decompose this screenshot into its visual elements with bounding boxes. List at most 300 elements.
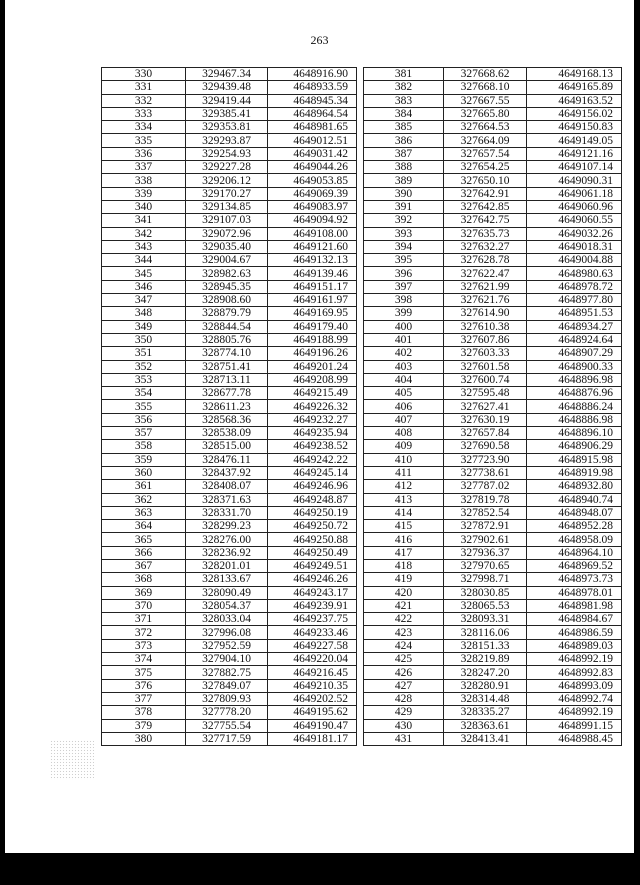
y-coordinate-cell: 4648981.65 [268,121,357,134]
x-coordinate-cell: 329072.96 [186,227,268,240]
y-coordinate-cell: 4649044.26 [268,161,357,174]
point-number-cell: 412 [364,480,444,493]
y-coordinate-cell: 4648886.24 [527,400,622,413]
point-number-cell: 383 [364,94,444,107]
y-coordinate-cell: 4649250.49 [268,546,357,559]
table-row [102,427,357,440]
x-coordinate-cell: 327723.90 [444,453,527,466]
x-coordinate-cell: 327642.91 [444,187,527,200]
point-number-cell: 389 [364,174,444,187]
table-row [364,161,622,174]
table-row [364,666,622,679]
x-coordinate-cell: 327667.55 [444,94,527,107]
table-row [102,480,357,493]
point-number-cell: 415 [364,520,444,533]
table-row [102,679,357,692]
table-row [364,493,622,506]
table-row [364,732,622,745]
y-coordinate-cell: 4648933.59 [268,81,357,94]
point-number-cell: 419 [364,573,444,586]
table-row [364,387,622,400]
point-number-cell: 356 [102,413,186,426]
x-coordinate-cell: 328030.85 [444,586,527,599]
x-coordinate-cell: 327621.99 [444,280,527,293]
table-row [102,533,357,546]
table-row [364,134,622,147]
y-coordinate-cell: 4648981.98 [527,599,622,612]
y-coordinate-cell: 4648978.01 [527,586,622,599]
table-row [364,267,622,280]
table-row [102,161,357,174]
x-coordinate-cell: 327778.20 [186,706,268,719]
table-row [364,679,622,692]
x-coordinate-cell: 328611.23 [186,400,268,413]
x-coordinate-cell: 328219.89 [444,653,527,666]
coordinate-table-right [363,67,622,746]
table-row [102,320,357,333]
point-number-cell: 370 [102,599,186,612]
point-number-cell: 424 [364,639,444,652]
point-number-cell: 363 [102,506,186,519]
table-row [364,147,622,160]
point-number-cell: 353 [102,373,186,386]
table-row [364,573,622,586]
y-coordinate-cell: 4649246.96 [268,480,357,493]
y-coordinate-cell: 4649156.02 [527,107,622,120]
table-row [102,200,357,213]
point-number-cell: 418 [364,559,444,572]
table-row [102,267,357,280]
y-coordinate-cell: 4649061.18 [527,187,622,200]
point-number-cell: 367 [102,559,186,572]
point-number-cell: 390 [364,187,444,200]
y-coordinate-cell: 4649233.46 [268,626,357,639]
point-number-cell: 334 [102,121,186,134]
y-coordinate-cell: 4649210.35 [268,679,357,692]
point-number-cell: 373 [102,639,186,652]
y-coordinate-cell: 4649083.97 [268,200,357,213]
y-coordinate-cell: 4649163.52 [527,94,622,107]
point-number-cell: 396 [364,267,444,280]
x-coordinate-cell: 329170.27 [186,187,268,200]
table-row [102,493,357,506]
table-row [364,400,622,413]
point-number-cell: 372 [102,626,186,639]
y-coordinate-cell: 4648951.53 [527,307,622,320]
y-coordinate-cell: 4649243.17 [268,586,357,599]
x-coordinate-cell: 327621.76 [444,294,527,307]
x-coordinate-cell: 328331.70 [186,506,268,519]
point-number-cell: 409 [364,440,444,453]
y-coordinate-cell: 4648992.19 [527,706,622,719]
table-row [364,200,622,213]
y-coordinate-cell: 4649060.96 [527,200,622,213]
table-row [102,373,357,386]
x-coordinate-cell: 327904.10 [186,653,268,666]
table-row [102,360,357,373]
x-coordinate-cell: 329293.87 [186,134,268,147]
x-coordinate-cell: 327635.73 [444,227,527,240]
table-row [364,520,622,533]
x-coordinate-cell: 328236.92 [186,546,268,559]
y-coordinate-cell: 4649004.88 [527,254,622,267]
x-coordinate-cell: 329035.40 [186,240,268,253]
table-row [102,347,357,360]
y-coordinate-cell: 4648896.10 [527,427,622,440]
x-coordinate-cell: 329134.85 [186,200,268,213]
x-coordinate-cell: 327607.86 [444,333,527,346]
point-number-cell: 357 [102,427,186,440]
point-number-cell: 422 [364,613,444,626]
table-row [102,599,357,612]
y-coordinate-cell: 4648988.45 [527,732,622,745]
point-number-cell: 395 [364,254,444,267]
table-row [364,187,622,200]
point-number-cell: 393 [364,227,444,240]
y-coordinate-cell: 4648945.34 [268,94,357,107]
point-number-cell: 376 [102,679,186,692]
x-coordinate-cell: 328982.63 [186,267,268,280]
table-row [364,599,622,612]
y-coordinate-cell: 4649250.72 [268,520,357,533]
x-coordinate-cell: 327650.10 [444,174,527,187]
point-number-cell: 411 [364,466,444,479]
table-row [364,427,622,440]
y-coordinate-cell: 4648915.98 [527,453,622,466]
point-number-cell: 360 [102,466,186,479]
point-number-cell: 380 [102,732,186,745]
table-row [364,373,622,386]
point-number-cell: 378 [102,706,186,719]
x-coordinate-cell: 329439.48 [186,81,268,94]
x-coordinate-cell: 327998.71 [444,573,527,586]
point-number-cell: 391 [364,200,444,213]
table-row [364,706,622,719]
x-coordinate-cell: 329353.81 [186,121,268,134]
scan-artifact [50,740,94,780]
point-number-cell: 431 [364,732,444,745]
point-number-cell: 406 [364,400,444,413]
y-coordinate-cell: 4648886.98 [527,413,622,426]
y-coordinate-cell: 4649215.49 [268,387,357,400]
table-row [102,706,357,719]
point-number-cell: 398 [364,294,444,307]
table-row [102,134,357,147]
point-number-cell: 421 [364,599,444,612]
table-row [364,121,622,134]
x-coordinate-cell: 327657.54 [444,147,527,160]
y-coordinate-cell: 4648896.98 [527,373,622,386]
x-coordinate-cell: 327970.65 [444,559,527,572]
table-row [102,520,357,533]
table-row [364,294,622,307]
point-number-cell: 402 [364,347,444,360]
table-row [364,107,622,120]
point-number-cell: 342 [102,227,186,240]
y-coordinate-cell: 4649196.26 [268,347,357,360]
table-row [102,719,357,732]
y-coordinate-cell: 4649202.52 [268,692,357,705]
point-number-cell: 384 [364,107,444,120]
x-coordinate-cell: 327755.54 [186,719,268,732]
point-number-cell: 371 [102,613,186,626]
x-coordinate-cell: 327654.25 [444,161,527,174]
point-number-cell: 388 [364,161,444,174]
y-coordinate-cell: 4649060.55 [527,214,622,227]
table-row [364,347,622,360]
x-coordinate-cell: 328299.23 [186,520,268,533]
y-coordinate-cell: 4649250.19 [268,506,357,519]
y-coordinate-cell: 4648916.90 [268,68,357,81]
page-number: 263 [310,33,329,47]
y-coordinate-cell: 4648964.54 [268,107,357,120]
table-row [102,546,357,559]
x-coordinate-cell: 328805.76 [186,333,268,346]
point-number-cell: 430 [364,719,444,732]
y-coordinate-cell: 4648940.74 [527,493,622,506]
point-number-cell: 333 [102,107,186,120]
y-coordinate-cell: 4648986.59 [527,626,622,639]
point-number-cell: 350 [102,333,186,346]
point-number-cell: 420 [364,586,444,599]
point-number-cell: 417 [364,546,444,559]
point-number-cell: 354 [102,387,186,400]
x-coordinate-cell: 327628.78 [444,254,527,267]
point-number-cell: 347 [102,294,186,307]
table-row [364,453,622,466]
x-coordinate-cell: 327936.37 [444,546,527,559]
y-coordinate-cell: 4649232.27 [268,413,357,426]
table-row [102,174,357,187]
y-coordinate-cell: 4649032.26 [527,227,622,240]
y-coordinate-cell: 4648934.27 [527,320,622,333]
table-row [364,94,622,107]
x-coordinate-cell: 328151.33 [444,639,527,652]
table-row [364,533,622,546]
x-coordinate-cell: 328335.27 [444,706,527,719]
y-coordinate-cell: 4649246.26 [268,573,357,586]
point-number-cell: 385 [364,121,444,134]
point-number-cell: 381 [364,68,444,81]
point-number-cell: 399 [364,307,444,320]
point-number-cell: 343 [102,240,186,253]
x-coordinate-cell: 328054.37 [186,599,268,612]
table-row [364,440,622,453]
point-number-cell: 361 [102,480,186,493]
x-coordinate-cell: 327664.09 [444,134,527,147]
y-coordinate-cell: 4648969.52 [527,559,622,572]
point-number-cell: 387 [364,147,444,160]
x-coordinate-cell: 329254.93 [186,147,268,160]
point-number-cell: 358 [102,440,186,453]
table-row [102,387,357,400]
x-coordinate-cell: 328774.10 [186,347,268,360]
point-number-cell: 365 [102,533,186,546]
table-row [364,254,622,267]
y-coordinate-cell: 4648980.63 [527,267,622,280]
y-coordinate-cell: 4648876.96 [527,387,622,400]
y-coordinate-cell: 4649150.83 [527,121,622,134]
table-row [364,586,622,599]
x-coordinate-cell: 328363.61 [444,719,527,732]
point-number-cell: 335 [102,134,186,147]
point-number-cell: 403 [364,360,444,373]
x-coordinate-cell: 327601.58 [444,360,527,373]
table-row [364,174,622,187]
point-number-cell: 351 [102,347,186,360]
point-number-cell: 423 [364,626,444,639]
x-coordinate-cell: 327996.08 [186,626,268,639]
y-coordinate-cell: 4649018.31 [527,240,622,253]
point-number-cell: 379 [102,719,186,732]
y-coordinate-cell: 4648919.98 [527,466,622,479]
x-coordinate-cell: 327849.07 [186,679,268,692]
x-coordinate-cell: 327627.41 [444,400,527,413]
y-coordinate-cell: 4648978.72 [527,280,622,293]
x-coordinate-cell: 327872.91 [444,520,527,533]
x-coordinate-cell: 328093.31 [444,613,527,626]
y-coordinate-cell: 4648958.09 [527,533,622,546]
point-number-cell: 355 [102,400,186,413]
table-row [102,466,357,479]
point-number-cell: 404 [364,373,444,386]
table-row [102,68,357,81]
y-coordinate-cell: 4649179.40 [268,320,357,333]
point-number-cell: 346 [102,280,186,293]
x-coordinate-cell: 328713.11 [186,373,268,386]
y-coordinate-cell: 4648906.29 [527,440,622,453]
table-row [102,506,357,519]
y-coordinate-cell: 4649201.24 [268,360,357,373]
y-coordinate-cell: 4649235.94 [268,427,357,440]
table-row [102,294,357,307]
x-coordinate-cell: 329385.41 [186,107,268,120]
table-row [102,692,357,705]
table-row [364,639,622,652]
point-number-cell: 405 [364,387,444,400]
y-coordinate-cell: 4649216.45 [268,666,357,679]
point-number-cell: 337 [102,161,186,174]
point-number-cell: 416 [364,533,444,546]
table-row [364,626,622,639]
table-row [364,413,622,426]
x-coordinate-cell: 327952.59 [186,639,268,652]
table-row [102,573,357,586]
x-coordinate-cell: 328879.79 [186,307,268,320]
table-row [102,254,357,267]
x-coordinate-cell: 327852.54 [444,506,527,519]
y-coordinate-cell: 4648907.29 [527,347,622,360]
x-coordinate-cell: 327819.78 [444,493,527,506]
table-row [102,94,357,107]
point-number-cell: 410 [364,453,444,466]
x-coordinate-cell: 327610.38 [444,320,527,333]
x-coordinate-cell: 327665.80 [444,107,527,120]
y-coordinate-cell: 4648952.28 [527,520,622,533]
table-row [102,240,357,253]
x-coordinate-cell: 327642.75 [444,214,527,227]
y-coordinate-cell: 4649248.87 [268,493,357,506]
y-coordinate-cell: 4648992.83 [527,666,622,679]
y-coordinate-cell: 4649151.17 [268,280,357,293]
x-coordinate-cell: 328033.04 [186,613,268,626]
table-row [102,653,357,666]
y-coordinate-cell: 4648993.09 [527,679,622,692]
point-number-cell: 375 [102,666,186,679]
x-coordinate-cell: 328276.00 [186,533,268,546]
point-number-cell: 401 [364,333,444,346]
point-number-cell: 368 [102,573,186,586]
point-number-cell: 330 [102,68,186,81]
x-coordinate-cell: 329467.34 [186,68,268,81]
x-coordinate-cell: 327657.84 [444,427,527,440]
x-coordinate-cell: 328437.92 [186,466,268,479]
table-row [102,400,357,413]
x-coordinate-cell: 328065.53 [444,599,527,612]
table-row [364,692,622,705]
y-coordinate-cell: 4648932.80 [527,480,622,493]
y-coordinate-cell: 4648992.74 [527,692,622,705]
y-coordinate-cell: 4649220.04 [268,653,357,666]
y-coordinate-cell: 4648924.64 [527,333,622,346]
y-coordinate-cell: 4649190.47 [268,719,357,732]
table-row [102,586,357,599]
table-row [364,81,622,94]
table-row [364,227,622,240]
x-coordinate-cell: 327882.75 [186,666,268,679]
point-number-cell: 382 [364,81,444,94]
point-number-cell: 348 [102,307,186,320]
x-coordinate-cell: 327642.85 [444,200,527,213]
y-coordinate-cell: 4648973.73 [527,573,622,586]
table-row [364,360,622,373]
point-number-cell: 428 [364,692,444,705]
table-row [102,732,357,745]
table-row [102,214,357,227]
x-coordinate-cell: 328371.63 [186,493,268,506]
point-number-cell: 362 [102,493,186,506]
point-number-cell: 341 [102,214,186,227]
y-coordinate-cell: 4648948.07 [527,506,622,519]
y-coordinate-cell: 4649168.13 [527,68,622,81]
x-coordinate-cell: 328314.48 [444,692,527,705]
table-row [102,333,357,346]
x-coordinate-cell: 328133.67 [186,573,268,586]
y-coordinate-cell: 4649161.97 [268,294,357,307]
y-coordinate-cell: 4649053.85 [268,174,357,187]
y-coordinate-cell: 4648991.15 [527,719,622,732]
x-coordinate-cell: 327632.27 [444,240,527,253]
point-number-cell: 414 [364,506,444,519]
x-coordinate-cell: 327664.53 [444,121,527,134]
point-number-cell: 338 [102,174,186,187]
table-row [364,466,622,479]
y-coordinate-cell: 4648900.33 [527,360,622,373]
point-number-cell: 332 [102,94,186,107]
point-number-cell: 397 [364,280,444,293]
y-coordinate-cell: 4649132.13 [268,254,357,267]
y-coordinate-cell: 4649108.00 [268,227,357,240]
table-row [102,639,357,652]
x-coordinate-cell: 329004.67 [186,254,268,267]
y-coordinate-cell: 4649169.95 [268,307,357,320]
table-row [102,559,357,572]
table-row [102,307,357,320]
y-coordinate-cell: 4649227.58 [268,639,357,652]
x-coordinate-cell: 328568.36 [186,413,268,426]
point-number-cell: 386 [364,134,444,147]
y-coordinate-cell: 4649012.51 [268,134,357,147]
